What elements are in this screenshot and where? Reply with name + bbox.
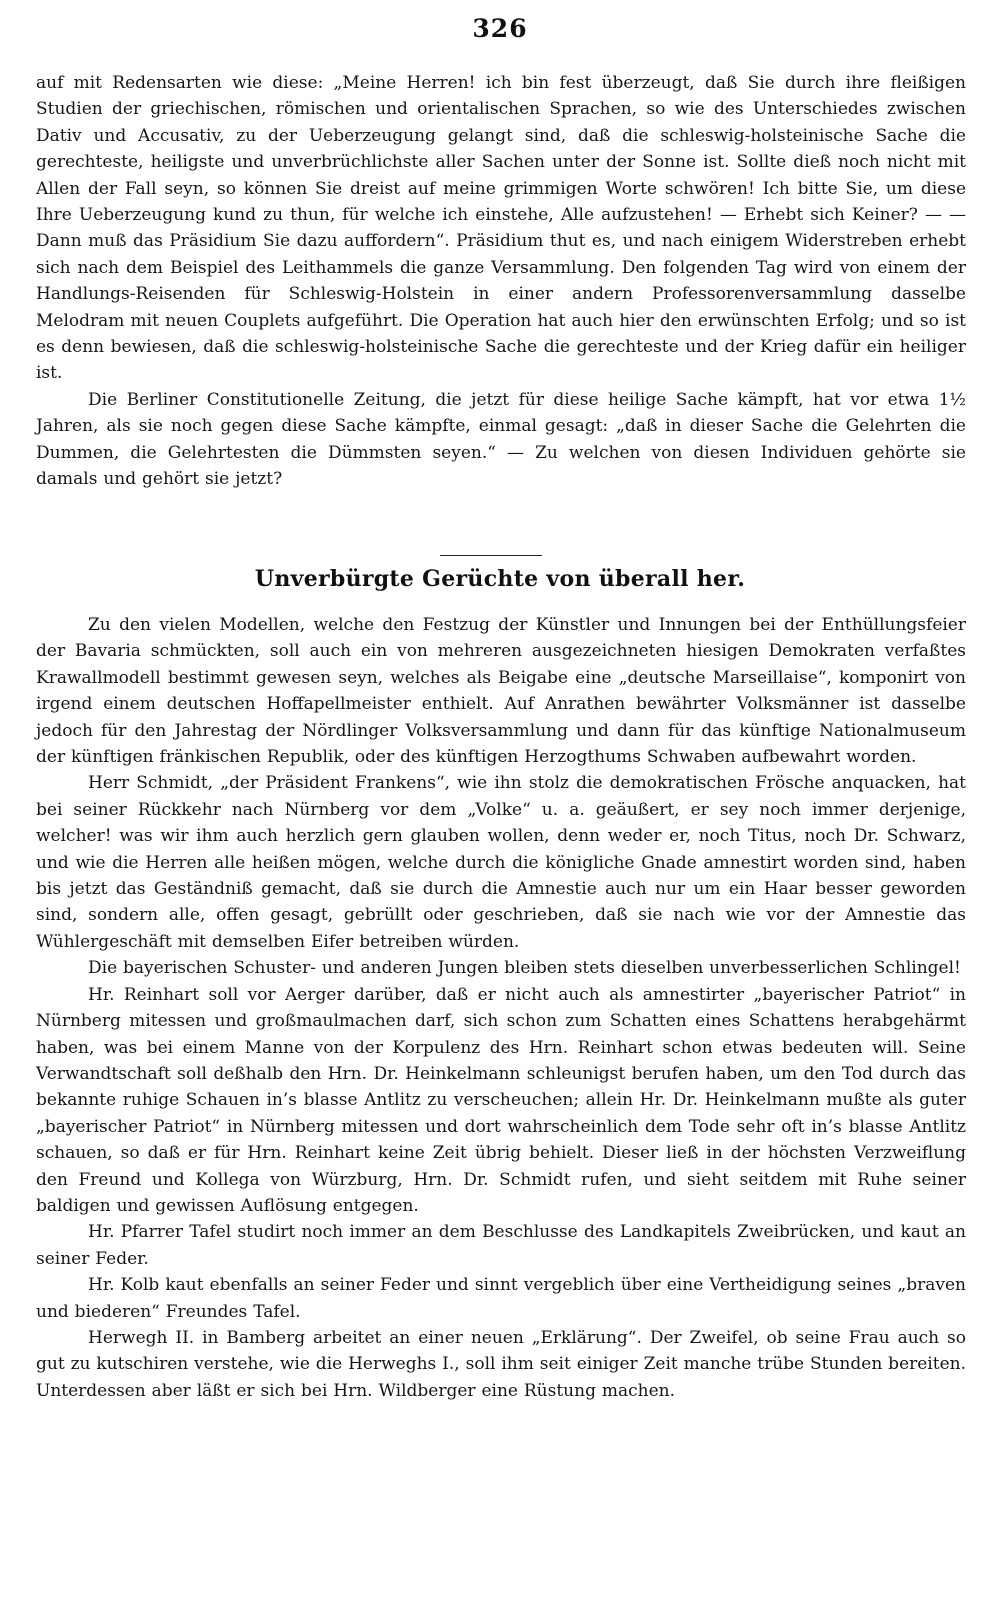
paragraph: Die bayerischen Schuster- und anderen Jungen bleiben stets dieselben unverbesserlichen Schlingel! xyxy=(88,958,961,979)
paragraph: Herwegh II. in Bamberg arbeitet an einer neuen „Erklärung“. Der Zweifel, ob seine Frau auch so gut zu kutschiren verstehe, wie die Herweghs I., soll ihm seit einiger Zeit manche trübe Stunden bereiten. Unterdessen aber läßt er sich bei Hrn. Wildberger eine Rüstung machen. xyxy=(36,1327,966,1401)
page-number: 326 xyxy=(472,14,528,43)
section-divider-rule xyxy=(440,555,542,556)
section-heading: Unverbürgte Gerüchte von überall her. xyxy=(254,566,746,592)
paragraph: Hr. Reinhart soll vor Aerger darüber, daß er nicht auch als amnestirter „bayerischer Patriot“ in Nürnberg mitessen und großmaulmachen darf, sich schon zum Schatten eines Schattens herabgehärmt haben, was bei einem Manne von der Korpulenz des Hrn. Reinhart schon etwas bedeuten will. Seine Verwandtschaft soll deßhalb den Hrn. Dr. Heinkelmann schleunigst berufen haben, um den Tod durch das bekannte ruhige Schauen in’s blasse Antlitz zu verscheuchen; allein Hr. Dr. Heinkelmann mußte als guter „bayerischer Patriot“ in Nürnberg mitessen und dort wahrscheinlich dem Tode sehr oft in’s blasse Antlitz schauen, so daß er für Hrn. Reinhart keine Zeit übrig behielt. Dieser ließ in der höchsten Verzweiflung den Freund und Kollega von Würzburg, Hrn. Dr. Schmidt rufen, und sieht seitdem mit Ruhe seiner baldigen und gewissen Auflösung entgegen. xyxy=(36,984,966,1216)
paragraph: Zu den vielen Modellen, welche den Festzug der Künstler und Innungen bei der Enthüllungsfeier der Bavaria schmückten, soll auch ein von mehreren ausgezeichneten hiesigen Demokraten verfaßtes Krawallmodell bestimmt gewesen seyn, welches als Beigabe eine „deutsche Marseillaise“, komponirt von irgend einem deutschen Hoffapellmeister enthielt. Auf Anrathen bewährter Volksmänner ist dasselbe jedoch für den Jahrestag der Nördlinger Volksversammlung und dann für das künftige Nationalmuseum der künftigen fränkischen Republik, oder des künftigen Herzogthums Schwaben aufbewahrt worden. xyxy=(36,615,966,768)
article-continuation xyxy=(36,70,966,493)
paragraph: auf mit Redensarten wie diese: „Meine Herren! ich bin fest überzeugt, daß Sie durch ihre fleißigen Studien der griechischen, römischen und orientalischen Sprachen, so wie des Unterschiedes zwischen Dativ und Accusativ, zu der Ueberzeugung gelangt sind, daß die schleswig-holsteinische Sache die gerechteste, heiligste und unverbrüchlichste aller Sachen unter der Sonne ist. Sollte dieß noch nicht mit Allen der Fall seyn, so können Sie dreist auf meine grimmigen Worte schwören! Ich bitte Sie, um diese Ihre Ueberzeugung kund zu thun, für welche ich einstehe, Alle aufzustehen! — Erhebt sich Keiner? — — Dann muß das Präsidium Sie dazu auffordern“. Präsidium thut es, und nach einigem Widerstreben erhebt sich nach dem Beispiel des Leithammels die ganze Versammlung. Den folgenden Tag wird von einem der Handlungs-Reisenden für Schleswig-Holstein in einer andern Professorenversammlung dasselbe Melodram mit neuen Couplets aufgeführt. Die Operation hat auch hier den erwünschten Erfolg; und so ist es denn bewiesen, daß die schleswig-holsteinische Sache die gerechteste und der Krieg dafür ein heiliger ist. xyxy=(36,73,966,384)
paragraph: Die Berliner Constitutionelle Zeitung, die jetzt für diese heilige Sache kämpft, hat vor etwa 1½ Jahren, als sie noch gegen diese Sache kämpfte, einmal gesagt: „daß in dieser Sache die Gelehrten die Dummen, die Gelehrtesten die Dümmsten seyen.“ — Zu welchen von diesen Individuen gehörte sie damals und gehört sie jetzt? xyxy=(36,389,966,490)
paragraph: Herr Schmidt, „der Präsident Frankens“, wie ihn stolz die demokratischen Frösche anquacken, hat bei seiner Rückkehr nach Nürnberg vor dem „Volke“ u. a. geäußert, er sey noch immer derjenige, welcher! was wir ihm auch herzlich gern glauben wollen, denn weder er, noch Titus, noch Dr. Schwarz, und wie die Herren alle heißen mögen, welche durch die königliche Gnade amnestirt worden sind, haben bis jetzt das Geständniß gemacht, daß sie durch die Amnestie auch nur um ein Haar besser geworden sind, sondern alle, offen gesagt, gebrüllt oder geschrieben, daß sie nach wie vor der Amnestie das Wühlergeschäft mit demselben Eifer betreiben würden. xyxy=(36,773,966,952)
paragraph: Hr. Kolb kaut ebenfalls an seiner Feder und sinnt vergeblich über eine Vertheidigung seines „braven und biederen“ Freundes Tafel. xyxy=(36,1275,966,1322)
rumors-section xyxy=(36,612,966,1404)
paragraph: Hr. Pfarrer Tafel studirt noch immer an dem Beschlusse des Landkapitels Zweibrücken, und kaut an seiner Feder. xyxy=(36,1222,966,1269)
